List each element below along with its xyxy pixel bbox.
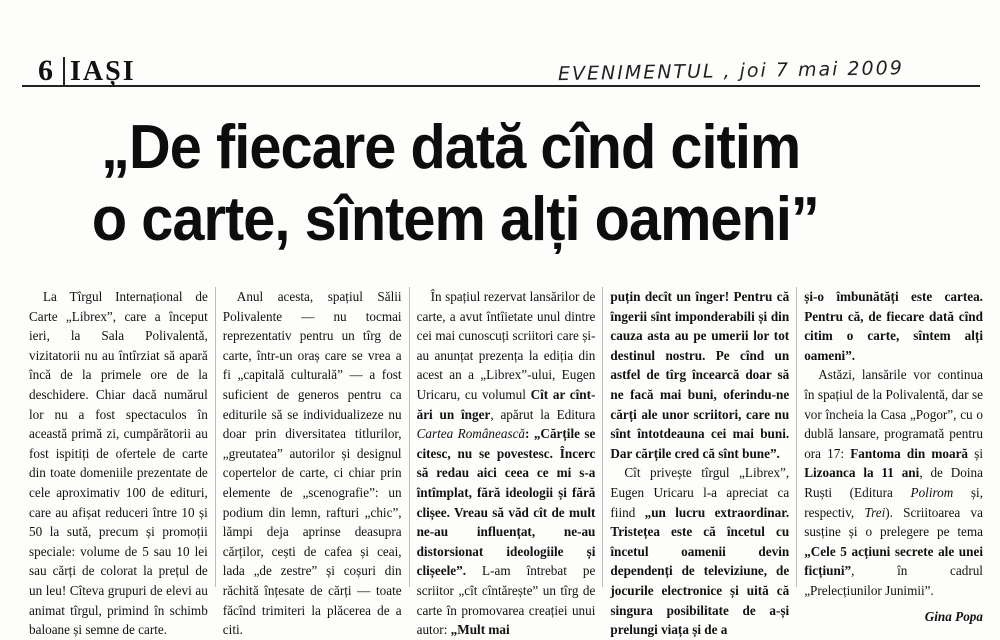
headline — [50, 112, 924, 256]
book-title: Cît ar cîntări un înger — [416, 386, 596, 422]
quote: „Mult mai — [450, 622, 510, 638]
article-column-1 — [22, 287, 215, 638]
book-title: Fantoma din moară — [850, 445, 969, 461]
header-rule — [22, 85, 980, 87]
text-run: , apărut la Editura — [490, 406, 596, 422]
section-name: IAȘI — [70, 56, 136, 87]
headline-line-1: „De fiecare dată cînd citim — [101, 113, 801, 182]
text-run: și, respectiv, — [804, 484, 983, 520]
text-run: , de Doina Ruști (Editura — [804, 465, 983, 500]
section-divider — [63, 57, 65, 85]
text-run: ). Scriitoarea va susține și o prelegere pe tema — [804, 504, 983, 540]
text-run: , în cadrul „Prelecțiunilor Junimii”. — [804, 563, 983, 598]
paragraph: puțin decît un înger! Pentru că îngerii sînt imponderabili și din cauza asta au pe umerii lor tot destinul nostru. Pe cînd un astfel de tîrg încearcă doar să ne facă mai buni, oferindu-ne cărți ale unor scriitori, care nu sînt întotdeauna cei mai buni. Dar cărțile cred că sînt bune”. — [610, 289, 790, 461]
article-column-2 — [215, 287, 409, 638]
publisher-name: Polirom — [910, 484, 954, 500]
article-body — [22, 287, 990, 638]
lecture-title: „Cele 5 acțiuni secrete ale unei ficțiuni” — [804, 543, 983, 579]
article-column-3 — [409, 287, 603, 638]
text-run: L-am întrebat pe scriitor „cît cîntărește” un tîrg de carte în promovarea creației unui autor: — [416, 563, 596, 638]
paragraph — [610, 463, 789, 639]
publisher-name: Trei — [864, 504, 886, 520]
article-column-5 — [796, 287, 990, 624]
text-run: și — [968, 445, 983, 461]
paragraph — [804, 365, 983, 600]
paragraph — [417, 287, 596, 640]
paragraph: Anul acesta, spațiul Sălii Polivalente — nu tocmai reprezentativ pentru un tîrg de carte, într-un oraș care se vrea a fi „capitală culturală” — a fost suficient de generos pentru ca editurile să se individualizeze nu doar prin diversitatea titlurilor, „greutatea” autorilor și designul copertelor de carte, ci chiar prin elemente de „scenografie”: un podium din lemn, rafturi „chic”, lămpi deja aprinse deasupra cărților, cești de cafea și ceai, lada „de zestre” și coșuri din răchită înțesate de cărți — toate făcînd trimiteri la plăcerea de a citi. — [222, 289, 402, 638]
page-number: 6 — [38, 54, 54, 87]
handwritten-date-note: EVENIMENTUL , joi 7 mai 2009 — [557, 57, 904, 86]
publisher-name: Cartea Românească — [416, 426, 526, 442]
quote: „un lucru extraordinar. Tristețea este că încetul cu încetul oamenii devin dependenți de televiziune, de jocurile electronice și uită că singura posibilitate de a-și prelungi viața și de a — [610, 504, 790, 638]
headline-line-2: o carte, sîntem alți oameni” — [91, 185, 819, 254]
text-run: Astăzi, lansările vor continua în spațiul de la Polivalentă, dar se vor încheia la Casa „Pogor”, cu o dublă lansare, programată pentru ora 17: — [804, 367, 983, 461]
paragraph: și-o îmbunătăți este cartea. Pentru că, de fiecare dată cînd citim o carte, sîntem alți oameni”. — [804, 289, 983, 363]
text-run: Cît privește tîrgul „Librex”, Eugen Uricaru l-a apreciat ca fiind — [610, 465, 790, 520]
paragraph: La Tîrgul Internațional de Carte „Librex”, care a început ieri, la Sala Polivalentă, vizitatorii nu au întîrziat să apară încă de la primele ore de la deschidere. Chiar dacă numărul lor nu a fost spectaculos în această primă zi, cumpărătorii au fost ispitiți de ofertele de carte din toate domeniile prezentate de cele aproximativ 100 de edituri, care au afișat reduceri între 10 și 50 la sută, precum și promoții speciale: volume de 5 sau 10 lei sau cărți de colorat la prețul de un leu! Cîteva grupuri de elevi au animat tîrgul, primind în schimb baloane și semne de carte. — [29, 289, 208, 638]
author-signature: Gina Popa — [924, 608, 983, 624]
quote: : „Cărțile se citesc, nu se povestesc. Încerc să redau aici ceea ce mi s-a întîmplat, fără ideologii și fără clișee. Vreau să văd cît de mult ne-au influențat, ne-au distorsionat ideologiile și clișeele”. — [416, 426, 596, 579]
book-title: Lizoanca la 11 ani — [804, 465, 920, 481]
text-run: În spațiul rezervat lansărilor de carte, a avut întîietate unul dintre cei mai cunoscuți scriitori care și-au anunțat prezența la ediția din acest an a „Librex”-ului, Eugen Uricaru, cu volumul — [416, 289, 596, 402]
article-column-4 — [602, 287, 796, 638]
